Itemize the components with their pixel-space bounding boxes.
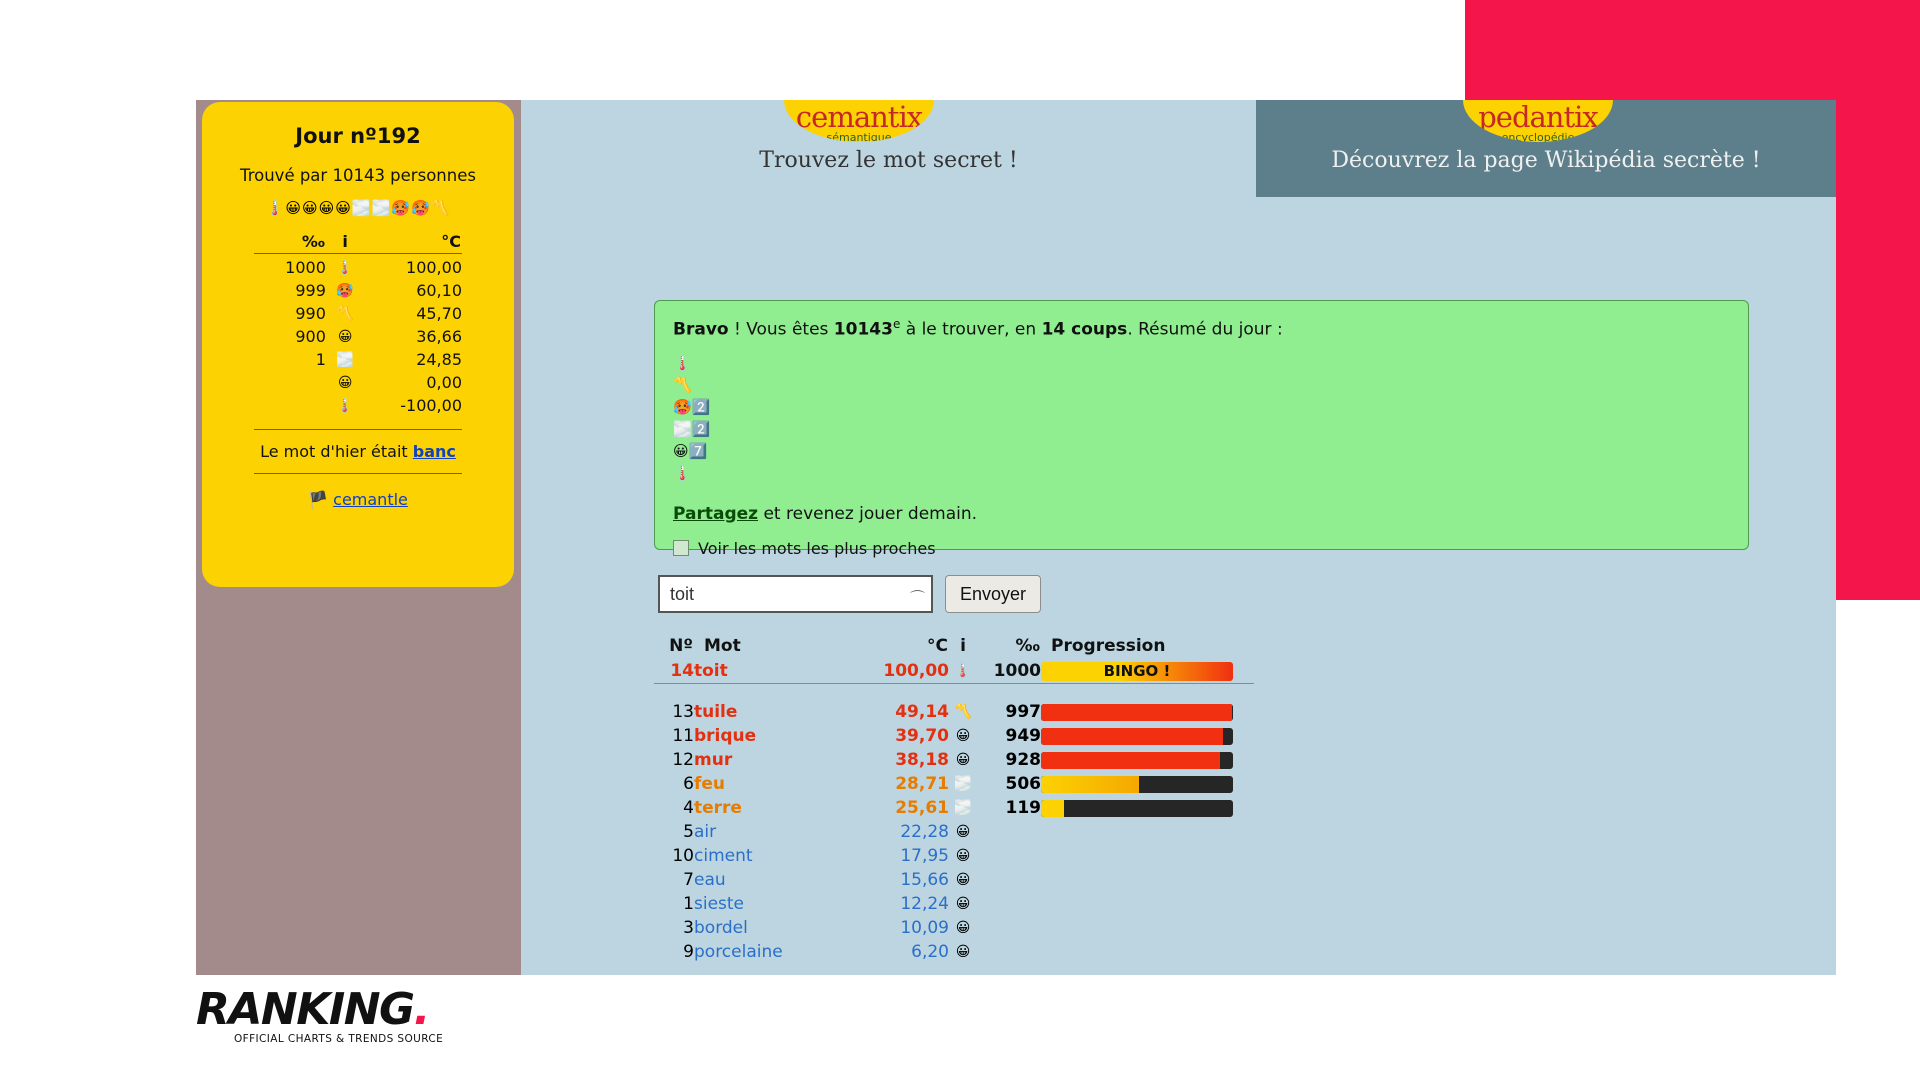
scale-permille [254, 371, 326, 394]
face-icon: 😀 [955, 848, 971, 864]
row-temp: 22,28 [900, 822, 949, 842]
table-row [654, 892, 1254, 916]
face-icon: 😀 [337, 374, 353, 391]
row-num: 13 [672, 702, 694, 722]
info-icon[interactable]: i [342, 232, 348, 251]
table-row-bingo [654, 659, 1254, 684]
ranking-tagline: OFFICIAL CHARTS & TRENDS SOURCE [234, 1033, 444, 1045]
scale-row [254, 325, 462, 348]
emoji-summary-line: 😀7️⃣ [673, 441, 708, 460]
row-word: tuile [694, 702, 738, 722]
row-progress [1041, 724, 1254, 748]
ranking-dot: . [413, 984, 429, 1035]
thermometer-icon: 🌡️ [336, 397, 354, 414]
divider [254, 429, 462, 430]
result-text [673, 317, 1730, 340]
progress-bar [1041, 800, 1233, 817]
table-row [654, 724, 1254, 748]
divider [254, 473, 462, 474]
row-num: 3 [683, 918, 694, 938]
row-num: 4 [683, 798, 694, 818]
closest-words-checkbox[interactable] [673, 540, 689, 556]
row-temp: 17,95 [900, 846, 949, 866]
fog-icon: 🌫️ [954, 800, 972, 816]
row-temp: 38,18 [895, 750, 949, 770]
table-row [654, 748, 1254, 772]
row-word: air [694, 822, 717, 842]
row-progress [1041, 772, 1254, 796]
row-temp: 10,09 [900, 918, 949, 938]
scale-row [254, 394, 462, 417]
face-icon: 😀 [955, 944, 971, 960]
progress-bar [1041, 752, 1233, 769]
thermometer-emoji-strip: 🌡️😀😀😀😀🌫️🌫️🥵🥵〽️ [265, 199, 451, 217]
row-num: 10 [672, 846, 694, 866]
row-temp: 100,00 [883, 661, 949, 681]
cemantle-link-row[interactable] [202, 490, 514, 509]
flag-icon: 🏴 [308, 490, 329, 509]
row-num: 7 [683, 870, 694, 890]
chart-icon: 〽️ [954, 704, 972, 720]
col-header-progress: Progression [1051, 636, 1166, 656]
row-num: 14 [670, 661, 694, 681]
found-by-count: Trouvé par 10143 personnes [240, 166, 476, 185]
pedantix-tagline: Découvrez la page Wikipédia secrète ! [1331, 148, 1761, 173]
row-word: toit [694, 661, 728, 681]
scale-row [254, 279, 462, 302]
face-icon: 😀 [955, 920, 971, 936]
yesterday-label: Le mot d'hier était [260, 442, 413, 461]
scale-header-celsius: °C [441, 232, 461, 251]
main-panel [521, 197, 1836, 975]
result-text-1: ! Vous êtes [728, 319, 834, 340]
table-row [654, 868, 1254, 892]
scale-permille: 900 [295, 327, 326, 346]
scale-row [254, 348, 462, 371]
share-rest: et revenez jouer demain. [758, 503, 978, 524]
guess-input[interactable] [658, 575, 933, 613]
guess-form [658, 575, 1041, 613]
row-temp: 39,70 [895, 726, 949, 746]
fog-icon: 🌫️ [336, 351, 354, 368]
col-header-permille: ‰ [1015, 636, 1040, 656]
table-divider-row [654, 684, 1254, 701]
table-row [654, 820, 1254, 844]
scale-row [254, 254, 462, 280]
result-text-2: à le trouver, en [900, 319, 1042, 340]
scale-celsius: 60,10 [416, 281, 462, 300]
fog-icon: 🌫️ [954, 776, 972, 792]
row-word: mur [694, 750, 733, 770]
pedantix-logo-sub: encyclopédie [1501, 131, 1575, 142]
loop-icon[interactable]: ⌒ [909, 589, 925, 607]
emoji-summary-line: 🌡️ [673, 353, 692, 372]
row-temp: 25,61 [895, 798, 949, 818]
col-header-num: Nº [669, 636, 693, 656]
cemantix-logo-sub: sémantique [826, 131, 892, 142]
row-permille: 119 [1005, 798, 1041, 818]
row-temp: 12,24 [900, 894, 949, 914]
face-icon: 😀 [337, 328, 353, 345]
scale-celsius: 45,70 [416, 304, 462, 323]
face-icon: 😀 [955, 728, 971, 744]
table-row [654, 940, 1254, 964]
row-num: 11 [672, 726, 694, 746]
cemantix-banner[interactable] [521, 100, 1256, 197]
table-row [654, 700, 1254, 724]
row-word: sieste [694, 894, 745, 914]
info-icon[interactable]: i [960, 636, 966, 656]
table-row [654, 796, 1254, 820]
row-word: brique [694, 726, 757, 746]
row-word: feu [694, 774, 726, 794]
closest-words-checkbox-row[interactable] [673, 539, 1730, 558]
emoji-summary-line: 🥵2️⃣ [673, 397, 711, 416]
day-summary-card [202, 102, 514, 587]
row-num: 5 [683, 822, 694, 842]
face-icon: 😀 [955, 824, 971, 840]
row-permille: 949 [1005, 726, 1041, 746]
scale-permille: 1000 [254, 254, 326, 280]
scale-header-permille: ‰ [301, 232, 325, 251]
row-num: 6 [683, 774, 694, 794]
row-word: eau [694, 870, 726, 890]
ranking-wordmark [196, 984, 443, 1035]
emoji-summary-line: 🌫️2️⃣ [673, 419, 711, 438]
row-temp: 28,71 [895, 774, 949, 794]
sidebar [196, 100, 521, 975]
submit-button[interactable]: Envoyer [945, 575, 1041, 613]
result-banner [654, 300, 1749, 558]
scale-celsius: 36,66 [416, 327, 462, 346]
scale-celsius: -100,00 [400, 396, 462, 415]
row-permille: 997 [1005, 702, 1041, 722]
table-row [654, 772, 1254, 796]
col-header-word: Mot [704, 636, 741, 656]
scale-permille [254, 394, 326, 417]
page-title: Jour nº192 [295, 124, 421, 148]
ranking-watermark [196, 984, 444, 1045]
scale-row [254, 302, 462, 325]
scale-permille: 999 [295, 281, 326, 300]
table-row [654, 844, 1254, 868]
row-word: bordel [694, 918, 748, 938]
scale-permille: 1 [315, 350, 326, 369]
progress-bar [1041, 728, 1233, 745]
thermometer-icon: 🌡️ [954, 663, 972, 679]
row-temp: 15,66 [900, 870, 949, 890]
row-word: terre [694, 798, 742, 818]
row-progress [1041, 748, 1254, 772]
row-num: 9 [683, 942, 694, 962]
chart-icon: 〽️ [336, 305, 354, 322]
row-progress [1041, 659, 1254, 684]
row-permille: 1000 [993, 661, 1041, 681]
result-moves: 14 coups [1041, 319, 1128, 340]
progress-bar [1041, 776, 1233, 793]
result-text-3: . Résumé du jour : [1127, 319, 1283, 340]
emoji-summary-line: 〽️ [673, 375, 692, 394]
emoji-summary-line: 🌡️ [673, 463, 692, 482]
hot-face-icon: 🥵 [336, 282, 354, 299]
scale-row [254, 371, 462, 394]
row-word: porcelaine [694, 942, 783, 962]
table-row [654, 916, 1254, 940]
scale-celsius: 0,00 [426, 373, 462, 392]
guess-input-wrap [658, 575, 933, 613]
row-permille: 506 [1005, 774, 1041, 794]
cemantix-logo-word: cemantix [795, 100, 923, 134]
cemantix-tagline: Trouvez le mot secret ! [759, 148, 1018, 173]
share-line [673, 504, 1730, 524]
progress-bar [1041, 704, 1233, 721]
row-temp: 49,14 [895, 702, 949, 722]
guesses-table [654, 635, 1254, 964]
thermometer-icon: 🌡️ [326, 254, 365, 280]
ranking-name: RANKING [196, 984, 414, 1035]
scale-permille: 990 [295, 304, 326, 323]
result-rank-sup: e [892, 317, 901, 331]
face-icon: 😀 [955, 872, 971, 888]
face-icon: 😀 [955, 752, 971, 768]
pedantix-logo[interactable] [1463, 100, 1613, 142]
row-word: ciment [694, 846, 753, 866]
pedantix-banner[interactable] [1256, 100, 1836, 197]
scale-table [254, 231, 462, 417]
bravo-label: Bravo [673, 319, 729, 340]
screenshot-frame [196, 100, 1836, 975]
face-icon: 😀 [955, 896, 971, 912]
row-permille: 928 [1005, 750, 1041, 770]
scale-celsius: 100,00 [364, 254, 462, 280]
cemantix-logo[interactable] [784, 100, 934, 142]
scale-celsius: 24,85 [416, 350, 462, 369]
pedantix-logo-word: pedantix [1478, 100, 1598, 134]
yesterday-word-link[interactable]: banc [412, 442, 456, 461]
row-num: 1 [683, 894, 694, 914]
row-progress [1041, 700, 1254, 724]
progress-bar-bingo: BINGO ! [1041, 662, 1233, 681]
table-header-row [654, 635, 1254, 659]
closest-words-label: Voir les mots les plus proches [698, 538, 936, 558]
yesterday-word-line [202, 442, 514, 461]
col-header-temp: °C [927, 636, 948, 656]
cemantle-link[interactable]: cemantle [333, 490, 408, 509]
row-progress [1041, 796, 1254, 820]
share-link[interactable]: Partagez [673, 503, 759, 524]
emoji-summary [673, 352, 1730, 484]
result-rank: 10143 [833, 319, 893, 340]
row-num: 12 [672, 750, 694, 770]
row-temp: 6,20 [911, 942, 949, 962]
